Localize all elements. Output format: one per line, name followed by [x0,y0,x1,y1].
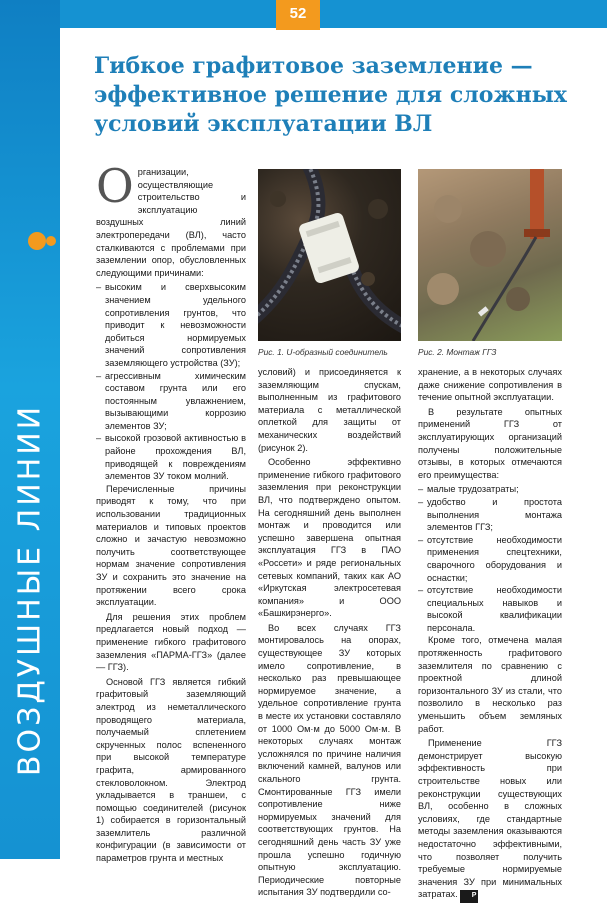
list-item: – высоким и сверхвысоким значением удельного сопротивления грунтов, что приводит к невозможности добиться нормируемых значений сопротивления заземляющего устройства (ЗУ); [96,281,246,369]
paragraph: условий) и присоединяется к заземляющим спускам, выполненным из графитового материала с металлической оплеткой для защиты от механических воздействий (рисунок 2). [258,367,401,453]
figure-2-caption: Рис. 2. Монтаж ГГЗ [418,347,497,357]
paragraph: Для решения этих проблем предлагается новый подход — применение гибкого графитового заземления «ПАРМА-ГГЗ» (далее — ГГЗ). [96,611,246,673]
list-item: – агрессивным химическим составом грунта или его постоянным увлажнением, вызывающими коррозию элементов ЗУ; [96,370,246,433]
section-title: ВОЗДУШНЫЕ ЛИНИИ [12,403,48,777]
paragraph: Основой ГГЗ является гибкий графитовый заземляющий электрод из неметаллического проводящего материала, получаемый сплетением скрученных полос вспененного при высокой температуре графита, армированного стекловолокном. Электрод укладывается в траншеи, с помощью соединителей (рисунок 1) собирается в горизонтальный заземлитель различной конфигурации (в зависимости от параметров грунта и местных [96,676,246,864]
figure-2-photo [418,169,562,341]
figure-1-photo [258,169,401,341]
connector-illustration [258,169,401,341]
list-item: – отсутствие необходимости специальных навыков и высокой квалификации персонала. [418,584,562,634]
paragraph: В результате опытных применений ГГЗ от эксплуатирующих организаций получены положительные отзывы, в которых отмечаются его преимущества: [418,406,562,480]
paragraph: Перечисленные причины приводят к тому, что при использовании традиционных материалов и типовых проектов сложно и зачастую невозможно получить соответствующее нормам значение сопротивления ЗУ и сохранить это значение на протяжении всего срока эксплуатации. [96,483,246,608]
column-1 [96,159,246,867]
problem-list [96,281,246,483]
column-2 [258,366,401,901]
paragraph [418,737,562,903]
page-number-box [276,0,320,30]
article-title: Гибкое графитовое заземление — эффективное решение для сложных условий эксплуатации ВЛ [94,53,567,137]
paragraph: Во всех случаях ГГЗ монтировалось на опорах, существующее ЗУ которых имело сопротивление, в несколько раз превышающее нормируемое значение, а удельное сопротивление грунта в месте их установки составляло от 1000 Ом·м до 5000 Ом·м. В некоторых случаях монтаж усложнялся по причине наличия включений камней, валунов или скального грунта. Смонтированные ГГЗ имели сопротивление ниже нормируемых значений для соответствующих грунтов. На сегодняшний день часть ЗУ уже прошла успешно годичную опытную эксплуатацию. Периодические повторные испытания ЗУ подтвердили со- [258,622,401,898]
paragraph: хранение, а в некоторых случаях даже снижение сопротивления в течение опытной эксплуатации. [418,367,562,403]
end-mark-icon: P [460,890,479,903]
page-number: 52 [289,5,307,22]
list-item: – отсутствие необходимости применения спецтехники, сварочного оборудования и оснастки; [418,534,562,584]
list-item: – высокой грозовой активностью в районе прохождения ВЛ, приводящей к повреждениям элементов ЗУ током молний. [96,432,246,482]
decor-dot-small [46,236,56,246]
sidebar [0,0,60,859]
paragraph: Особенно эффективно применение гибкого графитового заземления при реконструкции ВЛ, что подтверждено опытом. На сегодняшний день выполнен монтаж и проводится или успешно завершена опытная эксплуатация ГГЗ в ПАО «Россети» и ряде региональных сетевых компаний, таких как АО «Иркутская электросетевая компания» и ООО «Башкирэнерго». [258,457,401,619]
paragraph-text: Применение ГГЗ демонстрирует высокую эффективность при строительстве новых или реконструкции существующих ВЛ, особенно в сложных условиях, где стандартные методы заземления оказываются недостаточно эффективными, что позволяет получить требуемые нормируемые значения ЗУ при минимальных затратах. [418,738,562,900]
paragraph: Кроме того, отмечена малая протяженность графитового заземлителя по сравнению с проектной длиной горизонтального ЗУ из стали, что позволило в несколько раз уменьшить объем земляных работ. [418,635,562,734]
drop-cap: О [96,159,134,213]
paragraph-text: рганизации, осуществляющие строительство и эксплуатацию воздушных линий электропередачи (ВЛ), часто сталкиваются с проблемами при заземлении опор, обусловленных следующими причинами: [96,167,246,278]
installation-illustration [418,169,562,341]
decor-dot-large [28,232,46,250]
header-bar [60,0,607,28]
list-item: – удобство и простота выполнения монтажа элементов ГГЗ; [418,496,562,534]
paragraph [96,159,246,279]
column-3 [418,366,562,905]
advantages-list [418,483,562,634]
figure-1-caption: Рис. 1. U-образный соединитель [258,347,388,357]
list-item: – малые трудозатраты; [418,483,562,496]
